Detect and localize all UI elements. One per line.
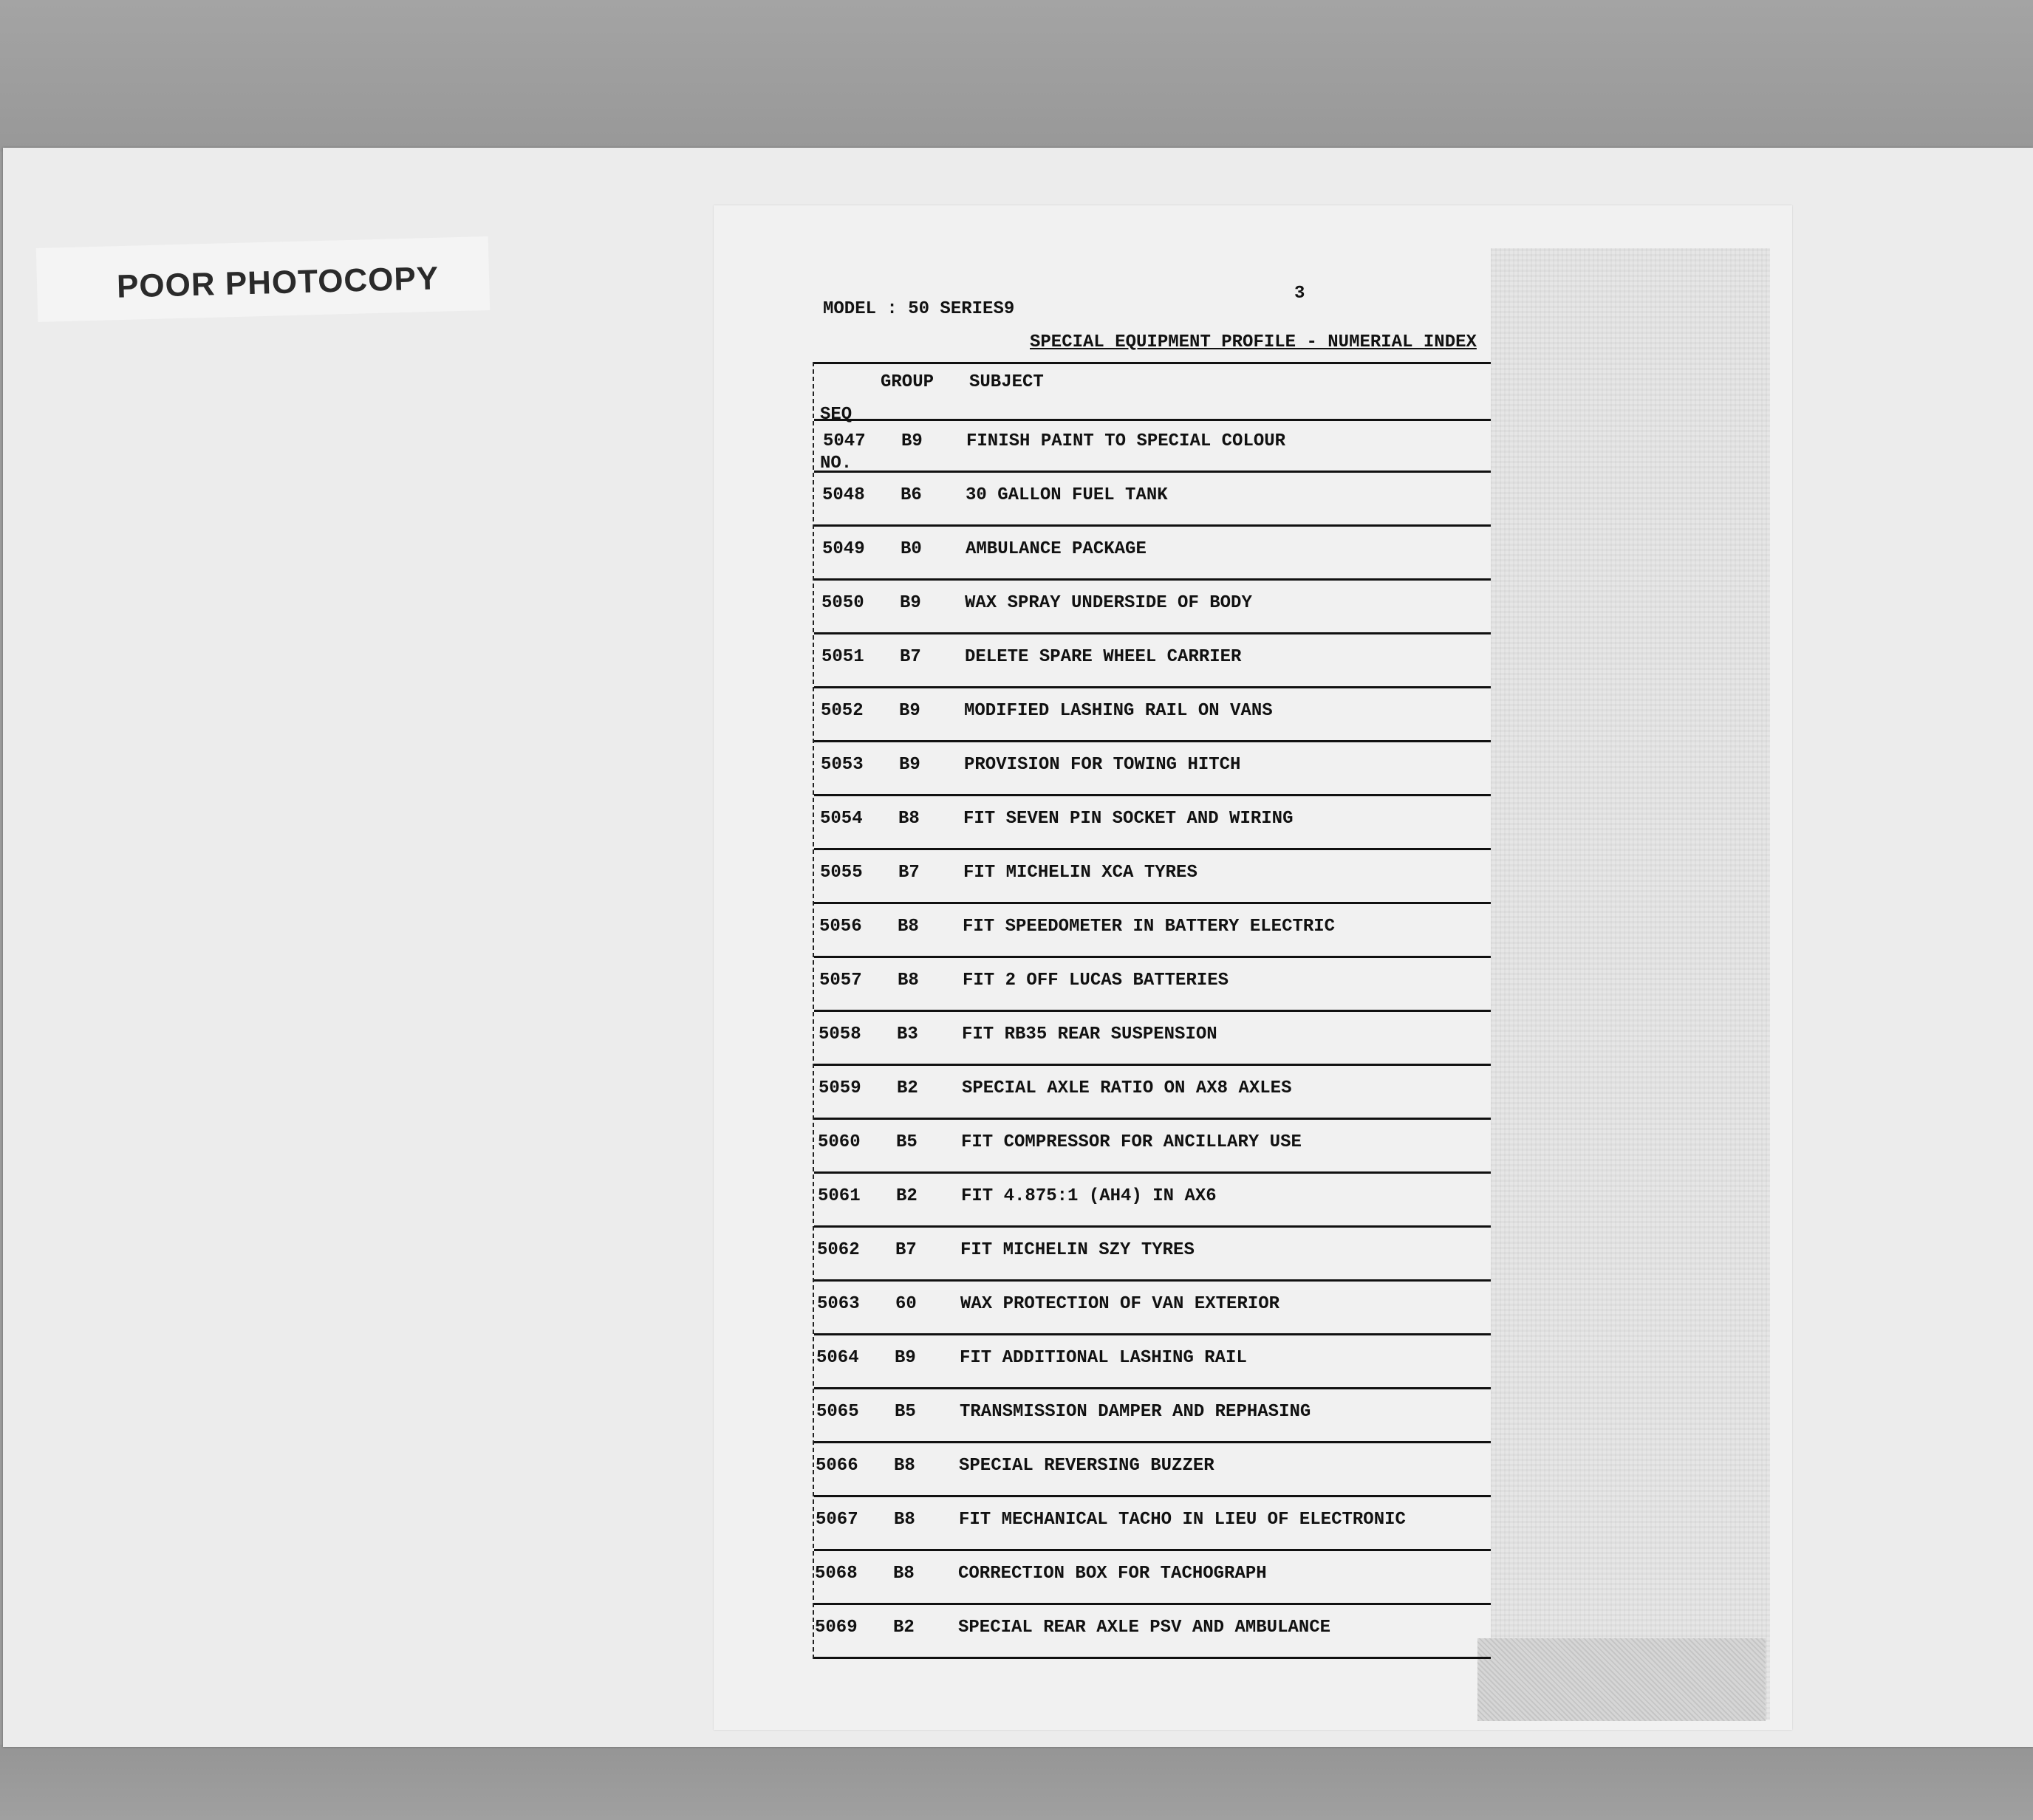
table-row	[814, 902, 1491, 958]
seq-cell: 5047	[823, 431, 866, 451]
group-cell: B2	[893, 1618, 915, 1638]
table-row	[814, 524, 1491, 581]
header-subject: SUBJECT	[969, 372, 1044, 392]
subject-cell: FIT SEVEN PIN SOCKET AND WIRING	[963, 809, 1294, 829]
group-cell: B8	[894, 1510, 915, 1530]
group-cell: B9	[899, 755, 920, 775]
table-row	[814, 578, 1491, 634]
scan-noise-strip	[1491, 248, 1770, 1720]
seq-cell: 5049	[822, 539, 865, 559]
seq-cell: 5055	[820, 863, 863, 883]
group-cell: B9	[901, 431, 923, 451]
table-row	[814, 740, 1491, 796]
subject-cell: FIT RB35 REAR SUSPENSION	[962, 1024, 1217, 1044]
group-cell: B2	[896, 1186, 918, 1206]
table-row	[814, 1603, 1491, 1659]
table-row	[814, 1171, 1491, 1228]
subject-cell: FIT 4.875:1 (AH4) IN AX6	[961, 1186, 1217, 1206]
seq-cell: 5053	[821, 755, 864, 775]
table-row	[814, 1279, 1491, 1335]
group-cell: B8	[898, 809, 920, 829]
subject-cell: WAX PROTECTION OF VAN EXTERIOR	[960, 1294, 1280, 1314]
scan-noise-patch	[1477, 1638, 1766, 1721]
subject-cell: FIT 2 OFF LUCAS BATTERIES	[963, 971, 1229, 991]
table-row	[814, 1064, 1491, 1120]
subject-cell: FIT MECHANICAL TACHO IN LIEU OF ELECTRONIC	[959, 1510, 1406, 1530]
table-row	[814, 632, 1491, 688]
seq-cell: 5050	[821, 593, 864, 613]
table-row	[814, 848, 1491, 904]
table-row	[814, 686, 1491, 742]
group-cell: B0	[901, 539, 922, 559]
subject-cell: FIT MICHELIN SZY TYRES	[960, 1240, 1195, 1260]
table-row	[814, 794, 1491, 850]
table-row	[814, 956, 1491, 1012]
table-row	[814, 1549, 1491, 1605]
seq-cell: 5060	[818, 1132, 861, 1152]
subject-cell: SPECIAL REAR AXLE PSV AND AMBULANCE	[958, 1618, 1331, 1638]
table-row	[814, 1333, 1491, 1389]
seq-cell: 5058	[819, 1024, 861, 1044]
seq-cell: 5052	[821, 701, 864, 721]
group-cell: B8	[898, 917, 919, 937]
group-cell: B7	[895, 1240, 917, 1260]
subject-cell: TRANSMISSION DAMPER AND REPHASING	[960, 1402, 1311, 1422]
seq-cell: 5063	[817, 1294, 860, 1314]
group-cell: B8	[894, 1456, 915, 1476]
subject-cell: FIT SPEEDOMETER IN BATTERY ELECTRIC	[963, 917, 1336, 937]
subject-cell: DELETE SPARE WHEEL CARRIER	[965, 647, 1242, 667]
seq-cell: 5054	[820, 809, 863, 829]
seq-cell: 5061	[818, 1186, 861, 1206]
seq-cell: 5059	[819, 1078, 861, 1098]
group-cell: B8	[893, 1564, 915, 1584]
table-row	[814, 1495, 1491, 1551]
seq-cell: 5069	[815, 1618, 858, 1638]
seq-cell: 5048	[822, 485, 865, 505]
table-row	[814, 1387, 1491, 1443]
group-cell: B7	[898, 863, 920, 883]
seq-cell: 5056	[819, 917, 862, 937]
subject-cell: CORRECTION BOX FOR TACHOGRAPH	[958, 1564, 1267, 1584]
group-cell: B7	[900, 647, 921, 667]
group-cell: B6	[901, 485, 922, 505]
subject-cell: SPECIAL REVERSING BUZZER	[959, 1456, 1214, 1476]
table-row	[814, 471, 1491, 527]
scanner-background-top	[0, 0, 2033, 151]
subject-cell: AMBULANCE PACKAGE	[966, 539, 1147, 559]
table-row	[814, 1118, 1491, 1174]
seq-cell: 5051	[821, 647, 864, 667]
subject-cell: FINISH PAINT TO SPECIAL COLOUR	[966, 431, 1286, 451]
seq-cell: 5067	[816, 1510, 858, 1530]
seq-cell: 5068	[815, 1564, 858, 1584]
subject-cell: FIT COMPRESSOR FOR ANCILLARY USE	[961, 1132, 1302, 1152]
subject-cell: PROVISION FOR TOWING HITCH	[964, 755, 1241, 775]
group-cell: 60	[895, 1294, 917, 1314]
table-row	[814, 417, 1491, 473]
profile-heading: SPECIAL EQUIPMENT PROFILE - NUMERIAL INDEX	[1030, 332, 1477, 352]
group-cell: B9	[899, 701, 920, 721]
seq-cell: 5062	[817, 1240, 860, 1260]
group-cell: B5	[895, 1402, 916, 1422]
subject-cell: MODIFIED LASHING RAIL ON VANS	[964, 701, 1273, 721]
subject-cell: FIT ADDITIONAL LASHING RAIL	[960, 1348, 1247, 1368]
group-cell: B9	[900, 593, 921, 613]
table-row	[814, 1225, 1491, 1282]
page-number: 3	[1294, 284, 1305, 304]
header-seq-line2: NO.	[820, 454, 853, 473]
group-cell: B2	[897, 1078, 918, 1098]
seq-cell: 5057	[819, 971, 862, 991]
table-row	[814, 1010, 1491, 1066]
header-seq-line1: SEQ	[820, 405, 853, 425]
header-group: GROUP	[881, 372, 935, 392]
model-line: MODEL : 50 SERIES9	[823, 299, 1015, 319]
subject-cell: WAX SPRAY UNDERSIDE OF BODY	[965, 593, 1252, 613]
table-row	[814, 1441, 1491, 1497]
group-cell: B3	[897, 1024, 918, 1044]
poor-photocopy-stamp: POOR PHOTOCOPY	[116, 260, 440, 305]
seq-cell: 5064	[816, 1348, 859, 1368]
equipment-table	[813, 362, 1491, 1659]
seq-cell: 5066	[816, 1456, 858, 1476]
group-cell: B5	[896, 1132, 918, 1152]
scanner-background-bottom	[0, 1745, 2033, 1820]
subject-cell: FIT MICHELIN XCA TYRES	[963, 863, 1197, 883]
subject-cell: SPECIAL AXLE RATIO ON AX8 AXLES	[962, 1078, 1292, 1098]
group-cell: B9	[895, 1348, 916, 1368]
group-cell: B8	[898, 971, 919, 991]
seq-cell: 5065	[816, 1402, 859, 1422]
subject-cell: 30 GALLON FUEL TANK	[966, 485, 1168, 505]
